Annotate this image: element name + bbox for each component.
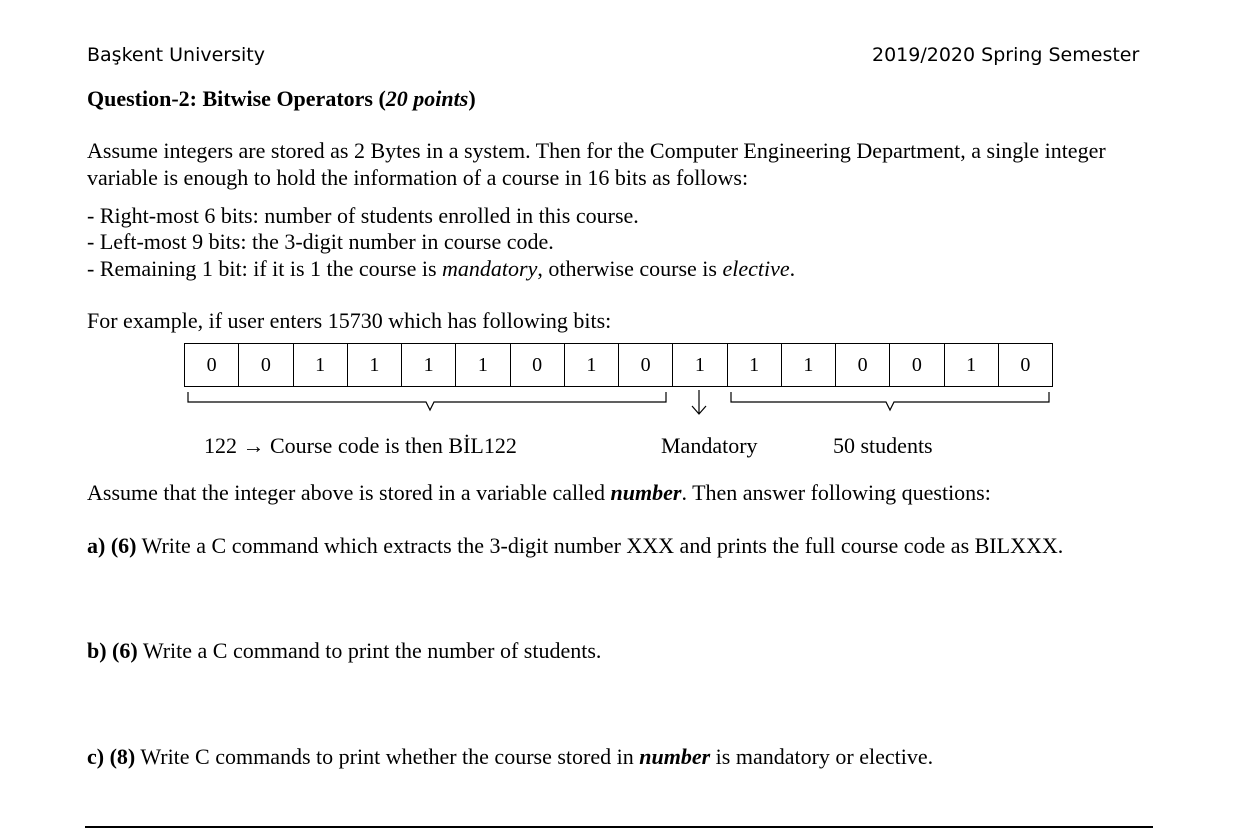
question-c xyxy=(87,744,933,770)
bit-cell: 1 xyxy=(348,344,402,386)
bit-cell: 0 xyxy=(511,344,565,386)
assume-post: . Then answer following questions: xyxy=(681,480,991,505)
bit-cell: 1 xyxy=(945,344,999,386)
question-a-label: a) (6) xyxy=(87,533,137,558)
right-brace-icon xyxy=(731,392,1049,410)
intro-line-2: variable is enough to hold the information of a course in 16 bits as follows: xyxy=(87,165,749,190)
bit-cell: 1 xyxy=(294,344,348,386)
question-c-pre: Write C commands to print whether the course stored in xyxy=(135,744,640,769)
bit-cell: 0 xyxy=(619,344,673,386)
question-title-main: Question-2: Bitwise Operators ( xyxy=(87,86,386,111)
left-brace-icon xyxy=(188,392,666,410)
bit-cell: 1 xyxy=(565,344,619,386)
bit-cell: 0 xyxy=(1020,353,1031,376)
bit-table xyxy=(184,343,1053,387)
students-label: 50 students xyxy=(833,433,933,458)
question-b-label: b) (6) xyxy=(87,638,138,663)
question-title xyxy=(87,86,476,112)
bullet-remaining-pre: - Remaining 1 bit: if it is 1 the course is xyxy=(87,256,443,281)
course-code-label: 122 → Course code is then BİL122 xyxy=(204,433,517,458)
question-title-close: ) xyxy=(468,86,476,111)
question-b-text: Write a C command to print the number of students. xyxy=(137,638,602,663)
bullet-remaining-end: . xyxy=(789,256,796,281)
mandatory-label: Mandatory xyxy=(661,433,758,458)
example-line: For example, if user enters 15730 which has following bits: xyxy=(87,308,612,333)
question-a-text: Write a C command which extracts the 3-digit number XXX and prints the full course code as BILXXX. xyxy=(136,533,1064,558)
bit-cell: 1 xyxy=(402,344,456,386)
bit-cell: 0 xyxy=(185,344,239,386)
variable-name: number xyxy=(610,480,682,505)
assume-pre: Assume that the integer above is stored in a variable called xyxy=(87,480,611,505)
assume-line xyxy=(87,480,991,506)
elective-word: elective xyxy=(722,256,790,281)
bullet-left-bits: - Left-most 9 bits: the 3-digit number in course code. xyxy=(87,229,554,254)
bit-group-braces xyxy=(0,388,1237,420)
bit-cell: 1 xyxy=(673,344,727,386)
bit-cell: 1 xyxy=(728,344,782,386)
question-a xyxy=(87,533,1063,559)
footer-rule xyxy=(85,826,1153,828)
bit-cell: 1 xyxy=(456,344,510,386)
question-c-label: c) (8) xyxy=(87,744,136,769)
bullet-remaining-bit xyxy=(87,256,795,282)
variable-name: number xyxy=(639,744,711,769)
intro-line-1: Assume integers are stored as 2 Bytes in a system. Then for the Computer Engineering Department, a single integer xyxy=(87,138,1106,163)
down-arrow-icon xyxy=(692,390,706,414)
semester-label: 2019/2020 Spring Semester xyxy=(872,44,1140,66)
bit-cell: 0 xyxy=(239,344,293,386)
question-b xyxy=(87,638,601,664)
bullet-remaining-mid: , otherwise course is xyxy=(537,256,723,281)
university-name: Başkent University xyxy=(87,44,265,66)
bit-cell: 0 xyxy=(836,344,890,386)
question-points: 20 points xyxy=(385,86,469,111)
question-c-post: is mandatory or elective. xyxy=(710,744,934,769)
bit-cell: 0 xyxy=(890,344,944,386)
bit-cell: 1 xyxy=(782,344,836,386)
bullet-right-bits: - Right-most 6 bits: number of students enrolled in this course. xyxy=(87,203,639,228)
mandatory-word: mandatory xyxy=(442,256,538,281)
